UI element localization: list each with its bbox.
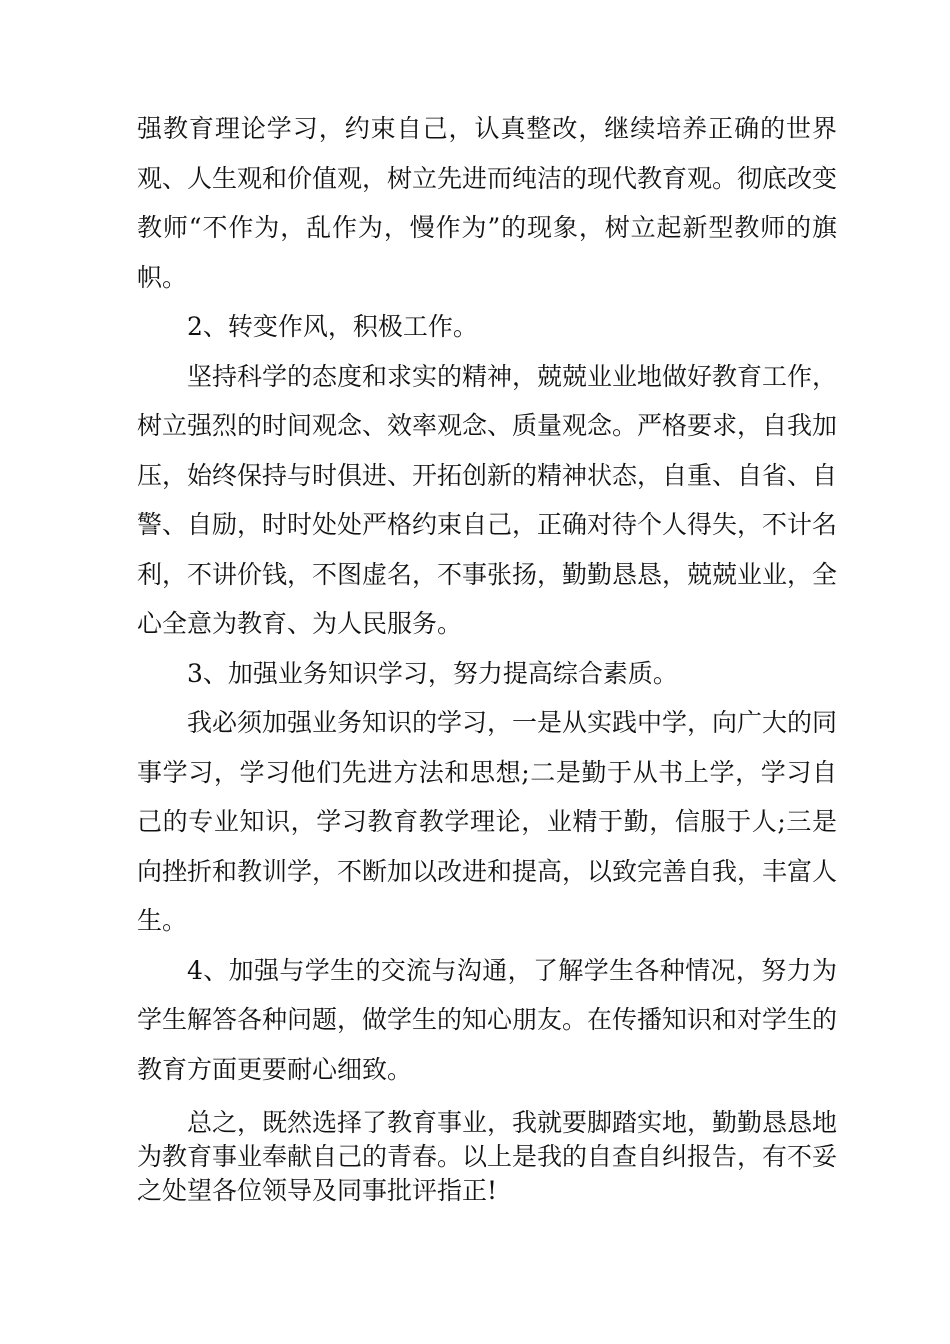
document-body (137, 104, 837, 1208)
section-heading-2: 2、转变作风，积极工作。 (187, 312, 478, 341)
paragraph-section-3-body: 我必须加强业务知识的学习，一是从实践中学，向广大的同事学习，学习他们先进方法和思想;二是勤于从书上学，学习自己的专业知识，学习教育教学理论，业精于勤，信服于人;三是向挫折和教训学，不断加以改进和提高，以致完善自我，丰富人生。 (137, 708, 838, 935)
paragraph-section-2-body: 坚持科学的态度和求实的精神，兢兢业业地做好教育工作，树立强烈的时间观念、效率观念、质量观念。严格要求，自我加压，始终保持与时俱进、开拓创新的精神状态，自重、自省、自警、自励，时时处处严格约束自己，正确对待个人得失，不计名利，不讲价钱，不图虚名，不事张扬，勤勤恳恳，兢兢业业，全心全意为教育、为人民服务。 (137, 361, 838, 638)
paragraph-intro-continuation: 强教育理论学习，约束自己，认真整改，继续培养正确的世界观、人生观和价值观，树立先进而纯洁的现代教育观。彻底改变教师“不作为，乱作为，慢作为”的现象，树立起新型教师的旗帜。 (137, 114, 838, 292)
paragraph-closing: 总之，既然选择了教育事业，我就要脚踏实地，勤勤恳恳地为教育事业奉献自己的青春。以上是我的自查自纠报告，有不妥之处望各位领导及同事批评指正! (137, 1108, 838, 1205)
section-heading-3: 3、加强业务知识学习，努力提高综合素质。 (187, 658, 678, 688)
paragraph-section-4: 4、加强与学生的交流与沟通，了解学生各种情况，努力为学生解答各种问题，做学生的知心朋友。在传播知识和对学生的教育方面更要耐心细致。 (137, 955, 838, 1084)
